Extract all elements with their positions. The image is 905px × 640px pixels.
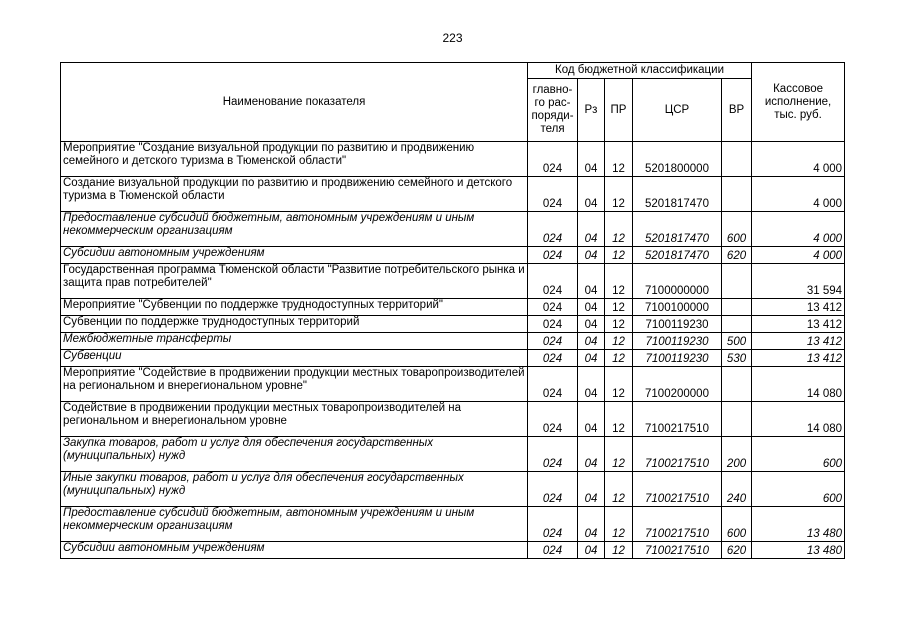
- header-csr: ЦСР: [633, 79, 722, 142]
- header-pr: ПР: [605, 79, 633, 142]
- budget-table: [60, 62, 845, 559]
- table-row: [61, 316, 845, 333]
- table-row: [61, 264, 845, 299]
- cell-vr: 200: [722, 437, 752, 472]
- table-row: [61, 142, 845, 177]
- table-row: [61, 299, 845, 316]
- cell-pr: 12: [605, 402, 633, 437]
- cell-csr: 7100119230: [633, 350, 722, 367]
- cell-name: Мероприятие "Содействие в продвижении продукции местных товаропроизводителей на региональном и внерегиональном уровне": [61, 367, 528, 402]
- cell-name: Предоставление субсидий бюджетным, автономным учреждениям и иным некоммерческим организациям: [61, 507, 528, 542]
- cell-csr: 7100217510: [633, 507, 722, 542]
- cell-name: Субсидии автономным учреждениям: [61, 542, 528, 559]
- cell-main-admin: 024: [528, 212, 578, 247]
- cell-main-admin: 024: [528, 542, 578, 559]
- cell-pr: 12: [605, 177, 633, 212]
- cell-name: Мероприятие "Субвенции по поддержке труднодоступных территорий": [61, 299, 528, 316]
- cell-pr: 12: [605, 247, 633, 264]
- cell-pr: 12: [605, 142, 633, 177]
- table-row: [61, 472, 845, 507]
- cell-rz: 04: [578, 316, 605, 333]
- table-row: [61, 177, 845, 212]
- cell-csr: 7100217510: [633, 542, 722, 559]
- cell-rz: 04: [578, 472, 605, 507]
- cell-amount: 4 000: [752, 247, 845, 264]
- cell-amount: 4 000: [752, 212, 845, 247]
- table-row: [61, 507, 845, 542]
- cell-main-admin: 024: [528, 472, 578, 507]
- cell-pr: 12: [605, 472, 633, 507]
- cell-main-admin: 024: [528, 247, 578, 264]
- cell-csr: 5201817470: [633, 177, 722, 212]
- cell-csr: 5201817470: [633, 247, 722, 264]
- header-rz: Рз: [578, 79, 605, 142]
- cell-name: Субсидии автономным учреждениям: [61, 247, 528, 264]
- cell-name: Предоставление субсидий бюджетным, автономным учреждениям и иным некоммерческим организациям: [61, 212, 528, 247]
- cell-amount: 4 000: [752, 177, 845, 212]
- page-number: 223: [442, 31, 463, 45]
- cell-name: Государственная программа Тюменской области "Развитие потребительского рынка и защита прав потребителей": [61, 264, 528, 299]
- cell-main-admin: 024: [528, 350, 578, 367]
- cell-amount: 31 594: [752, 264, 845, 299]
- cell-csr: 7100200000: [633, 367, 722, 402]
- cell-name: Субвенции по поддержке труднодоступных территорий: [61, 316, 528, 333]
- cell-vr: [722, 367, 752, 402]
- cell-csr: 7100119230: [633, 316, 722, 333]
- cell-csr: 7100100000: [633, 299, 722, 316]
- cell-amount: 13 412: [752, 299, 845, 316]
- cell-rz: 04: [578, 333, 605, 350]
- header-name: Наименование показателя: [61, 63, 528, 142]
- cell-rz: 04: [578, 542, 605, 559]
- cell-main-admin: 024: [528, 437, 578, 472]
- cell-rz: 04: [578, 402, 605, 437]
- table-body: [61, 142, 845, 559]
- header-main-admin: главно-го рас-поряди-теля: [528, 79, 578, 142]
- table-row: [61, 402, 845, 437]
- cell-main-admin: 024: [528, 402, 578, 437]
- cell-main-admin: 024: [528, 507, 578, 542]
- cell-rz: 04: [578, 247, 605, 264]
- cell-vr: 500: [722, 333, 752, 350]
- cell-vr: 600: [722, 212, 752, 247]
- cell-amount: 4 000: [752, 142, 845, 177]
- cell-vr: 620: [722, 542, 752, 559]
- table-row: [61, 437, 845, 472]
- cell-pr: 12: [605, 507, 633, 542]
- cell-amount: 13 480: [752, 507, 845, 542]
- cell-pr: 12: [605, 333, 633, 350]
- table-row: [61, 333, 845, 350]
- cell-rz: 04: [578, 350, 605, 367]
- cell-rz: 04: [578, 299, 605, 316]
- cell-vr: [722, 177, 752, 212]
- cell-amount: 600: [752, 472, 845, 507]
- cell-vr: 620: [722, 247, 752, 264]
- cell-csr: 7100217510: [633, 402, 722, 437]
- cell-pr: 12: [605, 316, 633, 333]
- cell-vr: [722, 264, 752, 299]
- cell-pr: 12: [605, 542, 633, 559]
- cell-amount: 600: [752, 437, 845, 472]
- cell-rz: 04: [578, 264, 605, 299]
- cell-pr: 12: [605, 350, 633, 367]
- cell-main-admin: 024: [528, 177, 578, 212]
- cell-vr: [722, 142, 752, 177]
- cell-vr: 240: [722, 472, 752, 507]
- cell-rz: 04: [578, 507, 605, 542]
- cell-vr: 600: [722, 507, 752, 542]
- cell-csr: 7100119230: [633, 333, 722, 350]
- cell-main-admin: 024: [528, 333, 578, 350]
- cell-name: Иные закупки товаров, работ и услуг для обеспечения государственных (муниципальных) нужд: [61, 472, 528, 507]
- header-code-group: Код бюджетной классификации: [528, 63, 752, 79]
- cell-name: Содействие в продвижении продукции местных товаропроизводителей на региональном и внерегиональном уровне: [61, 402, 528, 437]
- cell-rz: 04: [578, 212, 605, 247]
- cell-main-admin: 024: [528, 142, 578, 177]
- cell-csr: 5201800000: [633, 142, 722, 177]
- cell-csr: 7100217510: [633, 472, 722, 507]
- cell-name: Закупка товаров, работ и услуг для обеспечения государственных (муниципальных) нужд: [61, 437, 528, 472]
- cell-amount: 13 412: [752, 350, 845, 367]
- cell-amount: 13 412: [752, 316, 845, 333]
- cell-csr: 7100000000: [633, 264, 722, 299]
- cell-amount: 13 480: [752, 542, 845, 559]
- cell-rz: 04: [578, 177, 605, 212]
- cell-rz: 04: [578, 367, 605, 402]
- cell-pr: 12: [605, 212, 633, 247]
- cell-pr: 12: [605, 299, 633, 316]
- cell-main-admin: 024: [528, 367, 578, 402]
- table-row: [61, 247, 845, 264]
- table-row: [61, 367, 845, 402]
- table-row: [61, 212, 845, 247]
- cell-main-admin: 024: [528, 299, 578, 316]
- cell-vr: [722, 316, 752, 333]
- header-vr: ВР: [722, 79, 752, 142]
- cell-name: Мероприятие "Создание визуальной продукции по развитию и продвижению семейного и детского туризма в Тюменской области": [61, 142, 528, 177]
- cell-vr: 530: [722, 350, 752, 367]
- cell-pr: 12: [605, 264, 633, 299]
- cell-main-admin: 024: [528, 316, 578, 333]
- cell-vr: [722, 299, 752, 316]
- cell-csr: 5201817470: [633, 212, 722, 247]
- cell-amount: 14 080: [752, 402, 845, 437]
- cell-name: Межбюджетные трансферты: [61, 333, 528, 350]
- cell-rz: 04: [578, 437, 605, 472]
- cell-amount: 13 412: [752, 333, 845, 350]
- cell-pr: 12: [605, 367, 633, 402]
- cell-main-admin: 024: [528, 264, 578, 299]
- table-row: [61, 350, 845, 367]
- cell-vr: [722, 402, 752, 437]
- table-row: [61, 542, 845, 559]
- cell-csr: 7100217510: [633, 437, 722, 472]
- cell-amount: 14 080: [752, 367, 845, 402]
- cell-rz: 04: [578, 142, 605, 177]
- cell-name: Субвенции: [61, 350, 528, 367]
- cell-pr: 12: [605, 437, 633, 472]
- cell-name: Создание визуальной продукции по развитию и продвижению семейного и детского туризма в Тюменской области: [61, 177, 528, 212]
- header-amount: Кассовое исполнение, тыс. руб.: [752, 63, 845, 142]
